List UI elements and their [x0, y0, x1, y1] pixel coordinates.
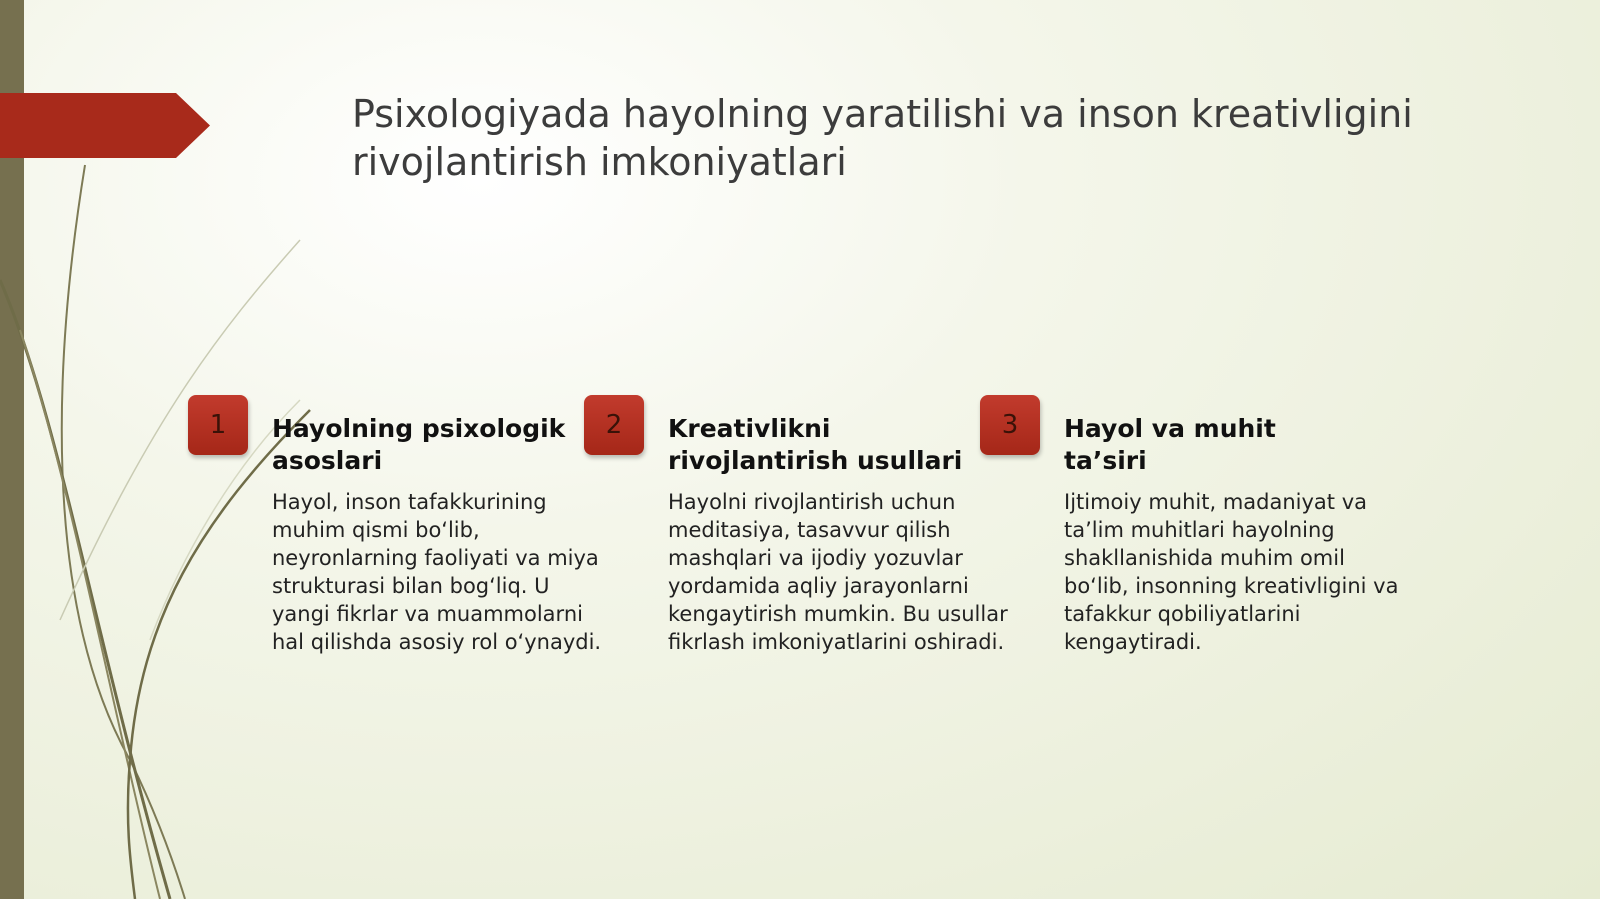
card-body: Hayolni rivojlantirish uchun meditasiya, tasavvur qilish mashqlari va ijodiy yozuvlar yordamida aqliy jarayonlarni kengaytirish mumkin. Bu usullar fikrlash imkoniyatlarini oshiradi.	[668, 490, 1008, 654]
card-body: Hayol, inson tafakkurining muhim qismi bo‘lib, neyronlarning faoliyati va miya strukturasi bilan bog‘liq. U yangi fikrlar va muammolarni hal qilishda asosiy rol o‘ynaydi.	[272, 490, 602, 654]
card-1	[188, 395, 602, 715]
number-badge: 3	[980, 395, 1040, 455]
card-3	[980, 395, 1399, 715]
slide-title: Psixologiyada hayolning yaratilishi va inson kreativligini rivojlantirish imkoniyatlari	[352, 92, 1413, 184]
card-body: Ijtimoiy muhit, madaniyat va ta’lim muhitlari hayolning shakllanishida muhim omil bo‘lib, insonning kreativligini va tafakkur qobiliyatlarini kengaytiradi.	[1064, 490, 1399, 654]
number-badge: 1	[188, 395, 248, 455]
card-2	[584, 395, 1008, 715]
number-badge: 2	[584, 395, 644, 455]
card-heading: Hayol va muhit ta’siri	[1064, 414, 1276, 475]
title-accent-arrow	[0, 93, 210, 158]
card-heading: Kreativlikni rivojlantirish usullari	[668, 414, 963, 475]
card-heading: Hayolning psixologik asoslari	[272, 414, 566, 475]
